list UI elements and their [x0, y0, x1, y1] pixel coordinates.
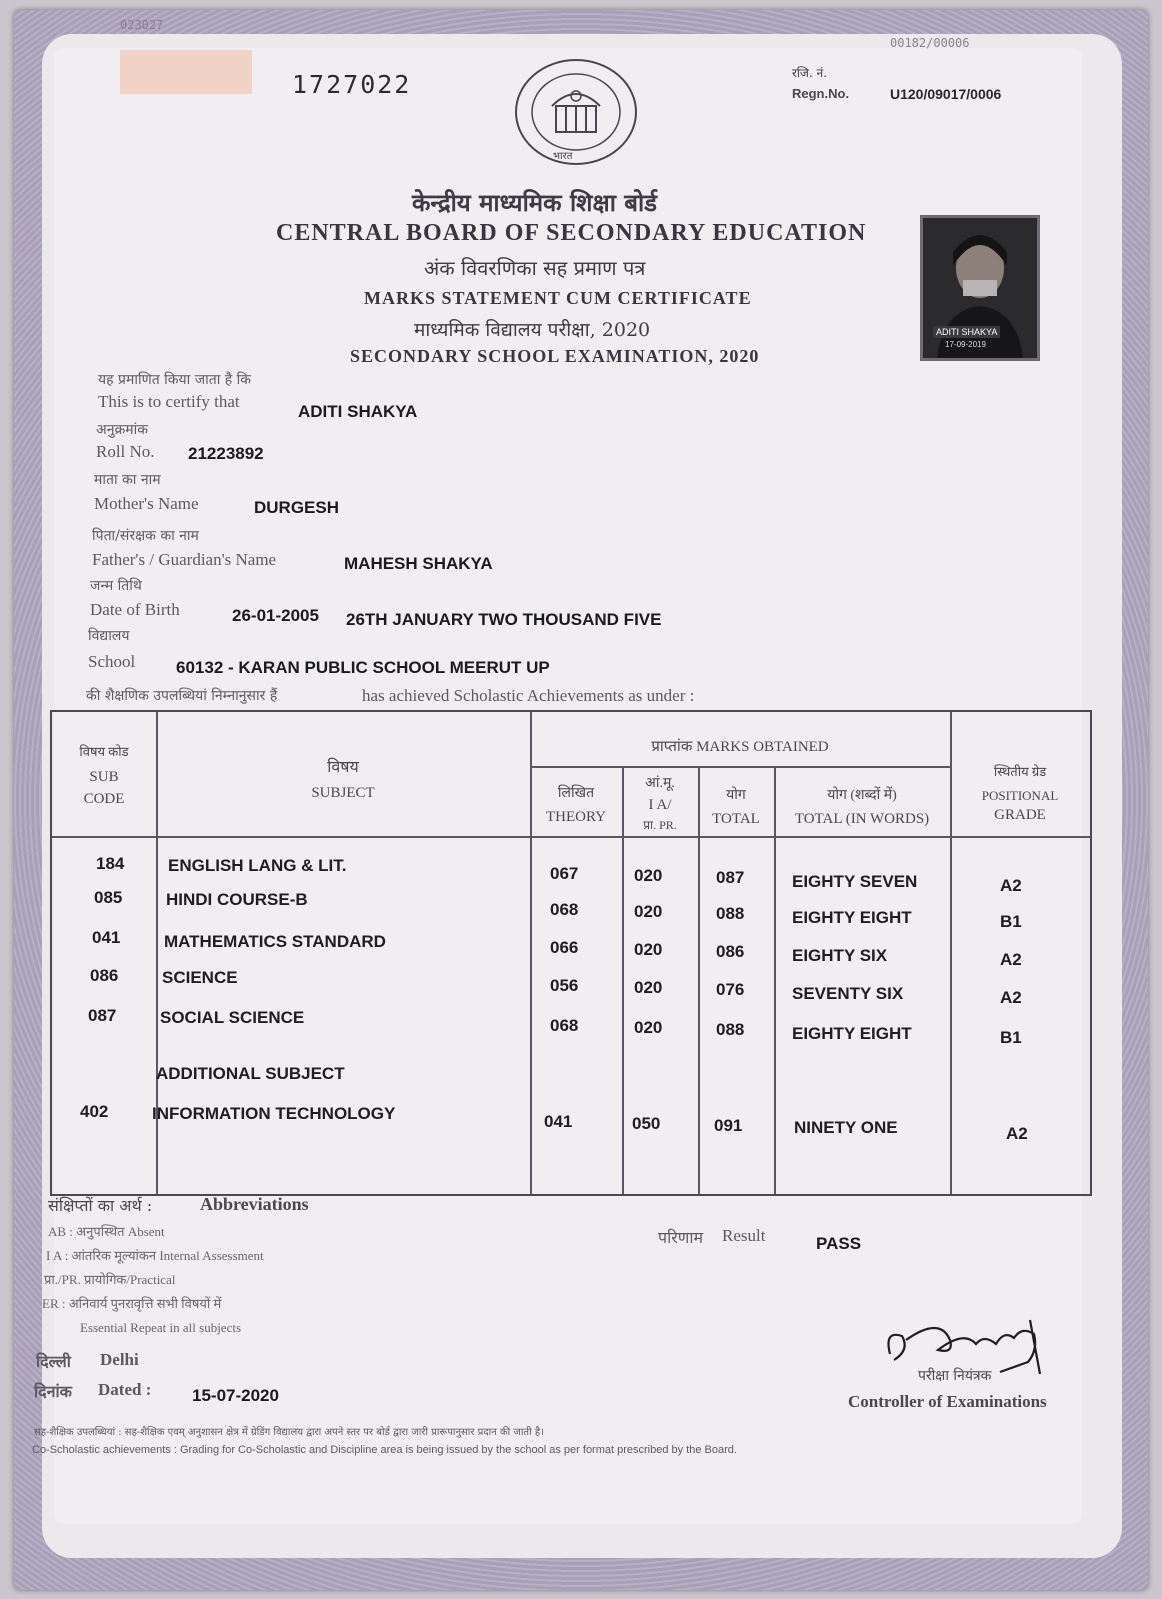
- theory-marks: 041: [544, 1112, 573, 1131]
- exam-title: SECONDARY SCHOOL EXAMINATION, 2020: [350, 346, 760, 366]
- photo-caption-date: 17-09-2019: [945, 340, 986, 349]
- total-header: TOTAL: [712, 811, 760, 827]
- dob-label: Date of Birth: [90, 600, 180, 619]
- date-of-birth: 26-01-2005: [232, 606, 319, 625]
- mother-name: DURGESH: [254, 498, 340, 517]
- regn-label-hi: रजि. नं.: [792, 66, 828, 80]
- abbr-essential-repeat-en: Essential Repeat in all subjects: [80, 1320, 242, 1335]
- regn-number: U120/09017/0006: [890, 86, 1002, 102]
- serial-number: 1727022: [292, 70, 412, 99]
- total-marks: 076: [716, 980, 745, 999]
- school-label-hi: विद्यालय: [88, 628, 130, 644]
- ia-header-hi: आं.मू.: [645, 776, 675, 791]
- theory-header: THEORY: [546, 809, 606, 825]
- total-header-hi: योग: [726, 788, 746, 803]
- total-marks: 086: [716, 942, 745, 961]
- result-label: Result: [722, 1226, 766, 1245]
- result-label-hi: परिणाम: [658, 1228, 704, 1247]
- grade: A2: [1000, 988, 1022, 1007]
- student-photo: [920, 215, 1040, 361]
- father-label-hi: पिता/संरक्षक का नाम: [92, 528, 199, 544]
- serial-highlight: [120, 50, 252, 94]
- certify-label-hi: यह प्रमाणित किया जाता है कि: [98, 372, 252, 388]
- roll-number: 21223892: [188, 444, 264, 463]
- grade-header-2: GRADE: [994, 807, 1046, 823]
- words-header: TOTAL (IN WORDS): [794, 811, 930, 827]
- subject-header-hi: विषय: [327, 759, 359, 776]
- subject-name: INFORMATION TECHNOLOGY: [152, 1104, 396, 1123]
- marks-table: [50, 710, 1092, 1196]
- subject-code: 087: [88, 1006, 117, 1025]
- controller-label-hi: परीक्षा नियंत्रक: [918, 1368, 992, 1384]
- issue-date: 15-07-2020: [192, 1386, 279, 1405]
- dated-label: Dated :: [98, 1380, 152, 1399]
- top-right-number: 00182/00006: [890, 36, 970, 50]
- theory-marks: 067: [550, 864, 579, 883]
- date-of-birth-words: 26TH JANUARY TWO THOUSAND FIVE: [346, 610, 662, 629]
- board-name-hindi: केन्द्रीय माध्यमिक शिक्षा बोर्ड: [412, 188, 658, 217]
- subject-name: SOCIAL SCIENCE: [160, 1008, 305, 1027]
- dob-label-hi: जन्म तिथि: [90, 578, 142, 594]
- grade: A2: [1000, 950, 1022, 969]
- student-name: ADITI SHAKYA: [298, 402, 418, 421]
- total-in-words: EIGHTY SIX: [792, 946, 888, 965]
- school-label: School: [88, 652, 136, 671]
- total-in-words: EIGHTY SEVEN: [792, 872, 918, 891]
- grade: A2: [1006, 1124, 1028, 1143]
- achievement-label: has achieved Scholastic Achievements as under :: [362, 686, 695, 705]
- theory-marks: 066: [550, 938, 579, 957]
- ia-marks: 020: [634, 902, 663, 921]
- subject-code: 402: [80, 1102, 109, 1121]
- grade-header-hi: स्थितीय ग्रेड: [993, 764, 1047, 779]
- theory-header-hi: लिखित: [557, 786, 595, 801]
- subject-code: 184: [96, 854, 125, 873]
- abbr-essential-repeat: ER : अनिवार्य पुनरावृत्ति सभी विषयों में: [42, 1296, 222, 1311]
- subject-name: SCIENCE: [162, 968, 238, 987]
- certificate-title-hindi: अंक विवरणिका सह प्रमाण पत्र: [424, 256, 646, 280]
- mother-label-hi: माता का नाम: [94, 472, 161, 488]
- grade-header-1: POSITIONAL: [981, 788, 1059, 803]
- pr-header: प्रा. PR.: [643, 818, 677, 832]
- mother-label: Mother's Name: [94, 494, 199, 513]
- abbr-practical: प्रा./PR. प्रायोगिक/Practical: [44, 1272, 176, 1287]
- grade: B1: [1000, 1028, 1022, 1047]
- subject-code: 086: [90, 966, 119, 985]
- total-in-words: SEVENTY SIX: [792, 984, 904, 1003]
- father-name: MAHESH SHAKYA: [344, 554, 493, 573]
- abbreviations-title: Abbreviations: [200, 1194, 309, 1214]
- regn-label-en: Regn.No.: [792, 86, 850, 101]
- theory-marks: 068: [550, 900, 579, 919]
- top-left-number: 023027: [120, 18, 164, 32]
- marks-obtained-header: प्राप्तांक MARKS OBTAINED: [651, 739, 829, 755]
- place-hi: दिल्ली: [36, 1352, 71, 1371]
- father-label: Father's / Guardian's Name: [92, 550, 277, 569]
- roll-label: Roll No.: [96, 442, 155, 461]
- co-scholastic-note: Co-Scholastic achievements : Grading for Co-Scholastic and Discipline area is being issued by the school as per format prescribed by the Board.: [32, 1444, 737, 1456]
- ia-marks: 020: [634, 1018, 663, 1037]
- exam-title-hindi: माध्यमिक विद्यालय परीक्षा, 2020: [414, 319, 651, 341]
- school-name: 60132 - KARAN PUBLIC SCHOOL MEERUT UP: [176, 658, 550, 677]
- subject-name: ENGLISH LANG & LIT.: [168, 856, 347, 875]
- co-scholastic-note-hi: सह-शैक्षिक उपलब्धियां : सह-शैक्षिक एवम् अनुशासन क्षेत्र में ग्रेडिंग विद्यालय द्वारा अपने स्तर पर बोर्ड द्वारा जारी प्रारूपानुसार प्रदान की जाती है।: [34, 1427, 544, 1438]
- cbse-seal-icon: [512, 56, 640, 168]
- words-header-hi: योग (शब्दों में): [827, 788, 897, 803]
- subject-name: MATHEMATICS STANDARD: [164, 932, 386, 951]
- subject-code: 085: [94, 888, 123, 907]
- certify-label: This is to certify that: [98, 392, 240, 411]
- achievement-label-hi: की शैक्षणिक उपलब्धियां निम्नानुसार हैं: [86, 688, 278, 704]
- place: Delhi: [100, 1350, 139, 1369]
- additional-subject-label: ADDITIONAL SUBJECT: [156, 1064, 345, 1083]
- theory-marks: 056: [550, 976, 579, 995]
- subject-header: SUBJECT: [311, 785, 375, 801]
- total-in-words: EIGHTY EIGHT: [792, 908, 912, 927]
- total-marks: 088: [716, 1020, 745, 1039]
- certificate-title: MARKS STATEMENT CUM CERTIFICATE: [364, 288, 752, 308]
- roll-label-hi: अनुक्रमांक: [96, 422, 148, 438]
- total-marks: 091: [714, 1116, 743, 1135]
- ia-marks: 020: [634, 866, 663, 885]
- ia-marks: 020: [634, 940, 663, 959]
- ia-marks: 020: [634, 978, 663, 997]
- seal-bottom-text: भारत: [553, 151, 573, 162]
- abbr-absent: AB : अनुपस्थित Absent: [48, 1224, 165, 1239]
- subject-code: 041: [92, 928, 121, 947]
- sub-code-header-2: CODE: [83, 791, 125, 807]
- total-in-words: EIGHTY EIGHT: [792, 1024, 912, 1043]
- board-name: CENTRAL BOARD OF SECONDARY EDUCATION: [276, 220, 867, 246]
- grade: A2: [1000, 876, 1022, 895]
- sub-code-header-hi: विषय कोड: [79, 744, 129, 759]
- sub-code-header-1: SUB: [89, 769, 119, 785]
- total-marks: 087: [716, 868, 745, 887]
- dated-label-hi: दिनांक: [34, 1382, 72, 1401]
- subject-name: HINDI COURSE-B: [166, 890, 308, 909]
- grade: B1: [1000, 912, 1022, 931]
- result-value: PASS: [816, 1234, 862, 1253]
- theory-marks: 068: [550, 1016, 579, 1035]
- total-in-words: NINETY ONE: [794, 1118, 898, 1137]
- ia-marks: 050: [632, 1114, 661, 1133]
- abbreviations-title-hi: संक्षिप्तों का अर्थ :: [48, 1196, 153, 1215]
- abbr-internal-assessment: I A : आंतरिक मूल्यांकन Internal Assessment: [46, 1248, 264, 1263]
- controller-label: Controller of Examinations: [848, 1392, 1047, 1411]
- photo-caption-name: ADITI SHAKYA: [933, 326, 1000, 338]
- total-marks: 088: [716, 904, 745, 923]
- ia-header: I A/: [648, 797, 672, 813]
